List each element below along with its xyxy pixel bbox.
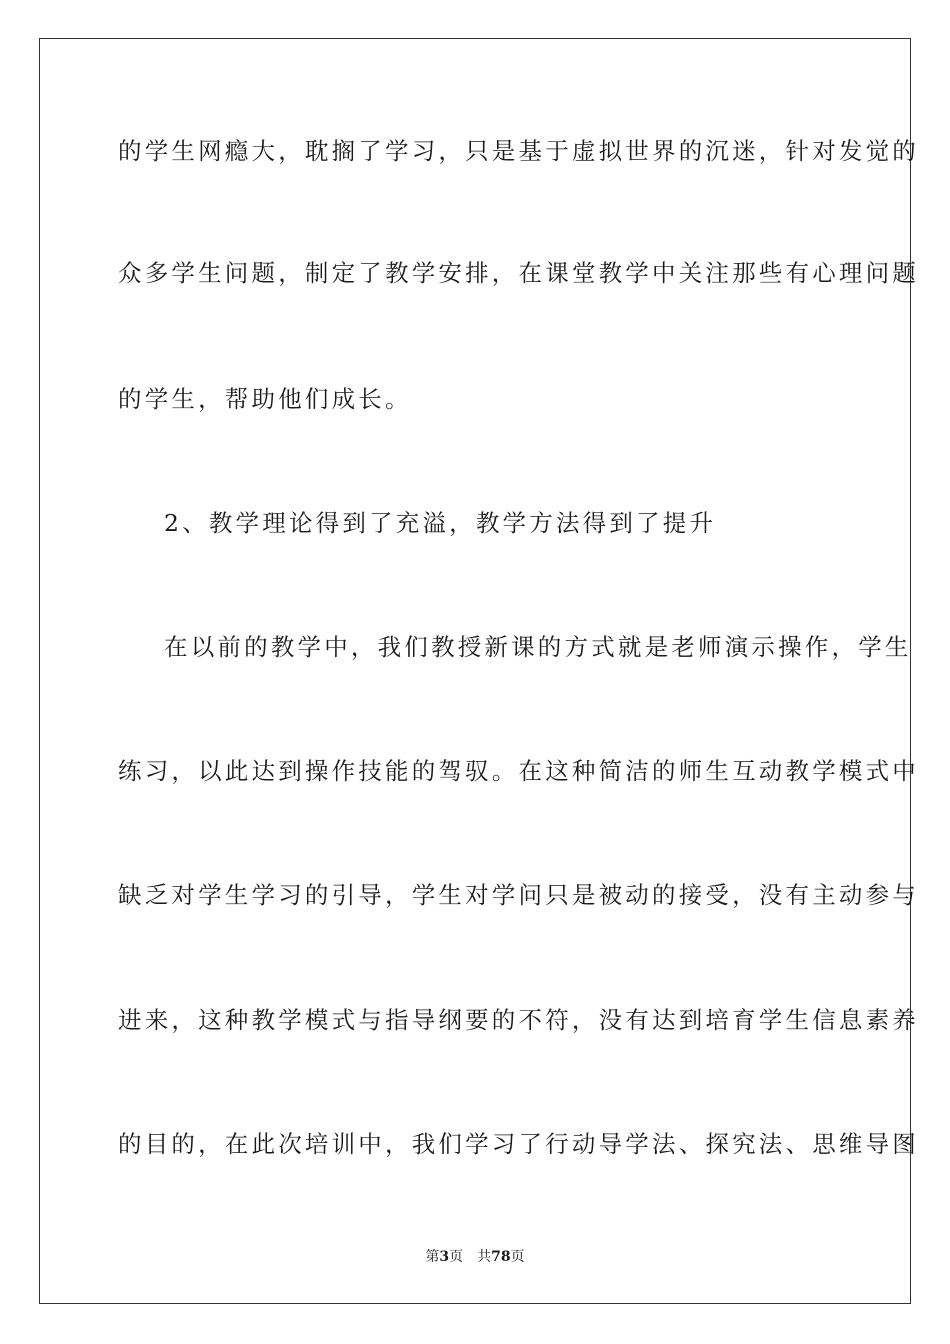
body-line-3: 缺乏对学生学习的引导，学生对学问只是被动的接受，没有主动参与 (118, 881, 919, 909)
footer-page-prefix: 第 (425, 1249, 440, 1265)
paragraph-line-2: 众多学生问题，制定了教学安排，在课堂教学中关注那些有心理问题 (118, 259, 919, 287)
footer-page-suffix: 页 (449, 1249, 464, 1265)
paragraph-line-1: 的学生网瘾大，耽搁了学习，只是基于虚拟世界的沉迷，针对发觉的 (118, 137, 919, 165)
footer-page-number: 3 (439, 1249, 450, 1265)
footer-total-suffix: 页 (510, 1249, 525, 1265)
page-border (39, 38, 919, 1304)
footer-total-number: 78 (491, 1249, 511, 1265)
paragraph-line-3: 的学生，帮助他们成长。 (118, 385, 412, 413)
body-line-4: 进来，这种教学模式与指导纲要的不符，没有达到培育学生信息素养 (118, 1006, 919, 1034)
body-line-1: 在以前的教学中，我们教授新课的方式就是老师演示操作，学生 (164, 633, 912, 661)
footer-total-prefix: 共 (477, 1249, 492, 1265)
body-line-5: 的目的，在此次培训中，我们学习了行动导学法、探究法、思维导图 (118, 1130, 919, 1158)
section-heading: 2、教学理论得到了充溢，教学方法得到了提升 (164, 509, 717, 537)
page-footer (0, 1248, 950, 1266)
body-line-2: 练习，以此达到操作技能的驾驭。在这种简洁的师生互动教学模式中 (118, 757, 919, 785)
